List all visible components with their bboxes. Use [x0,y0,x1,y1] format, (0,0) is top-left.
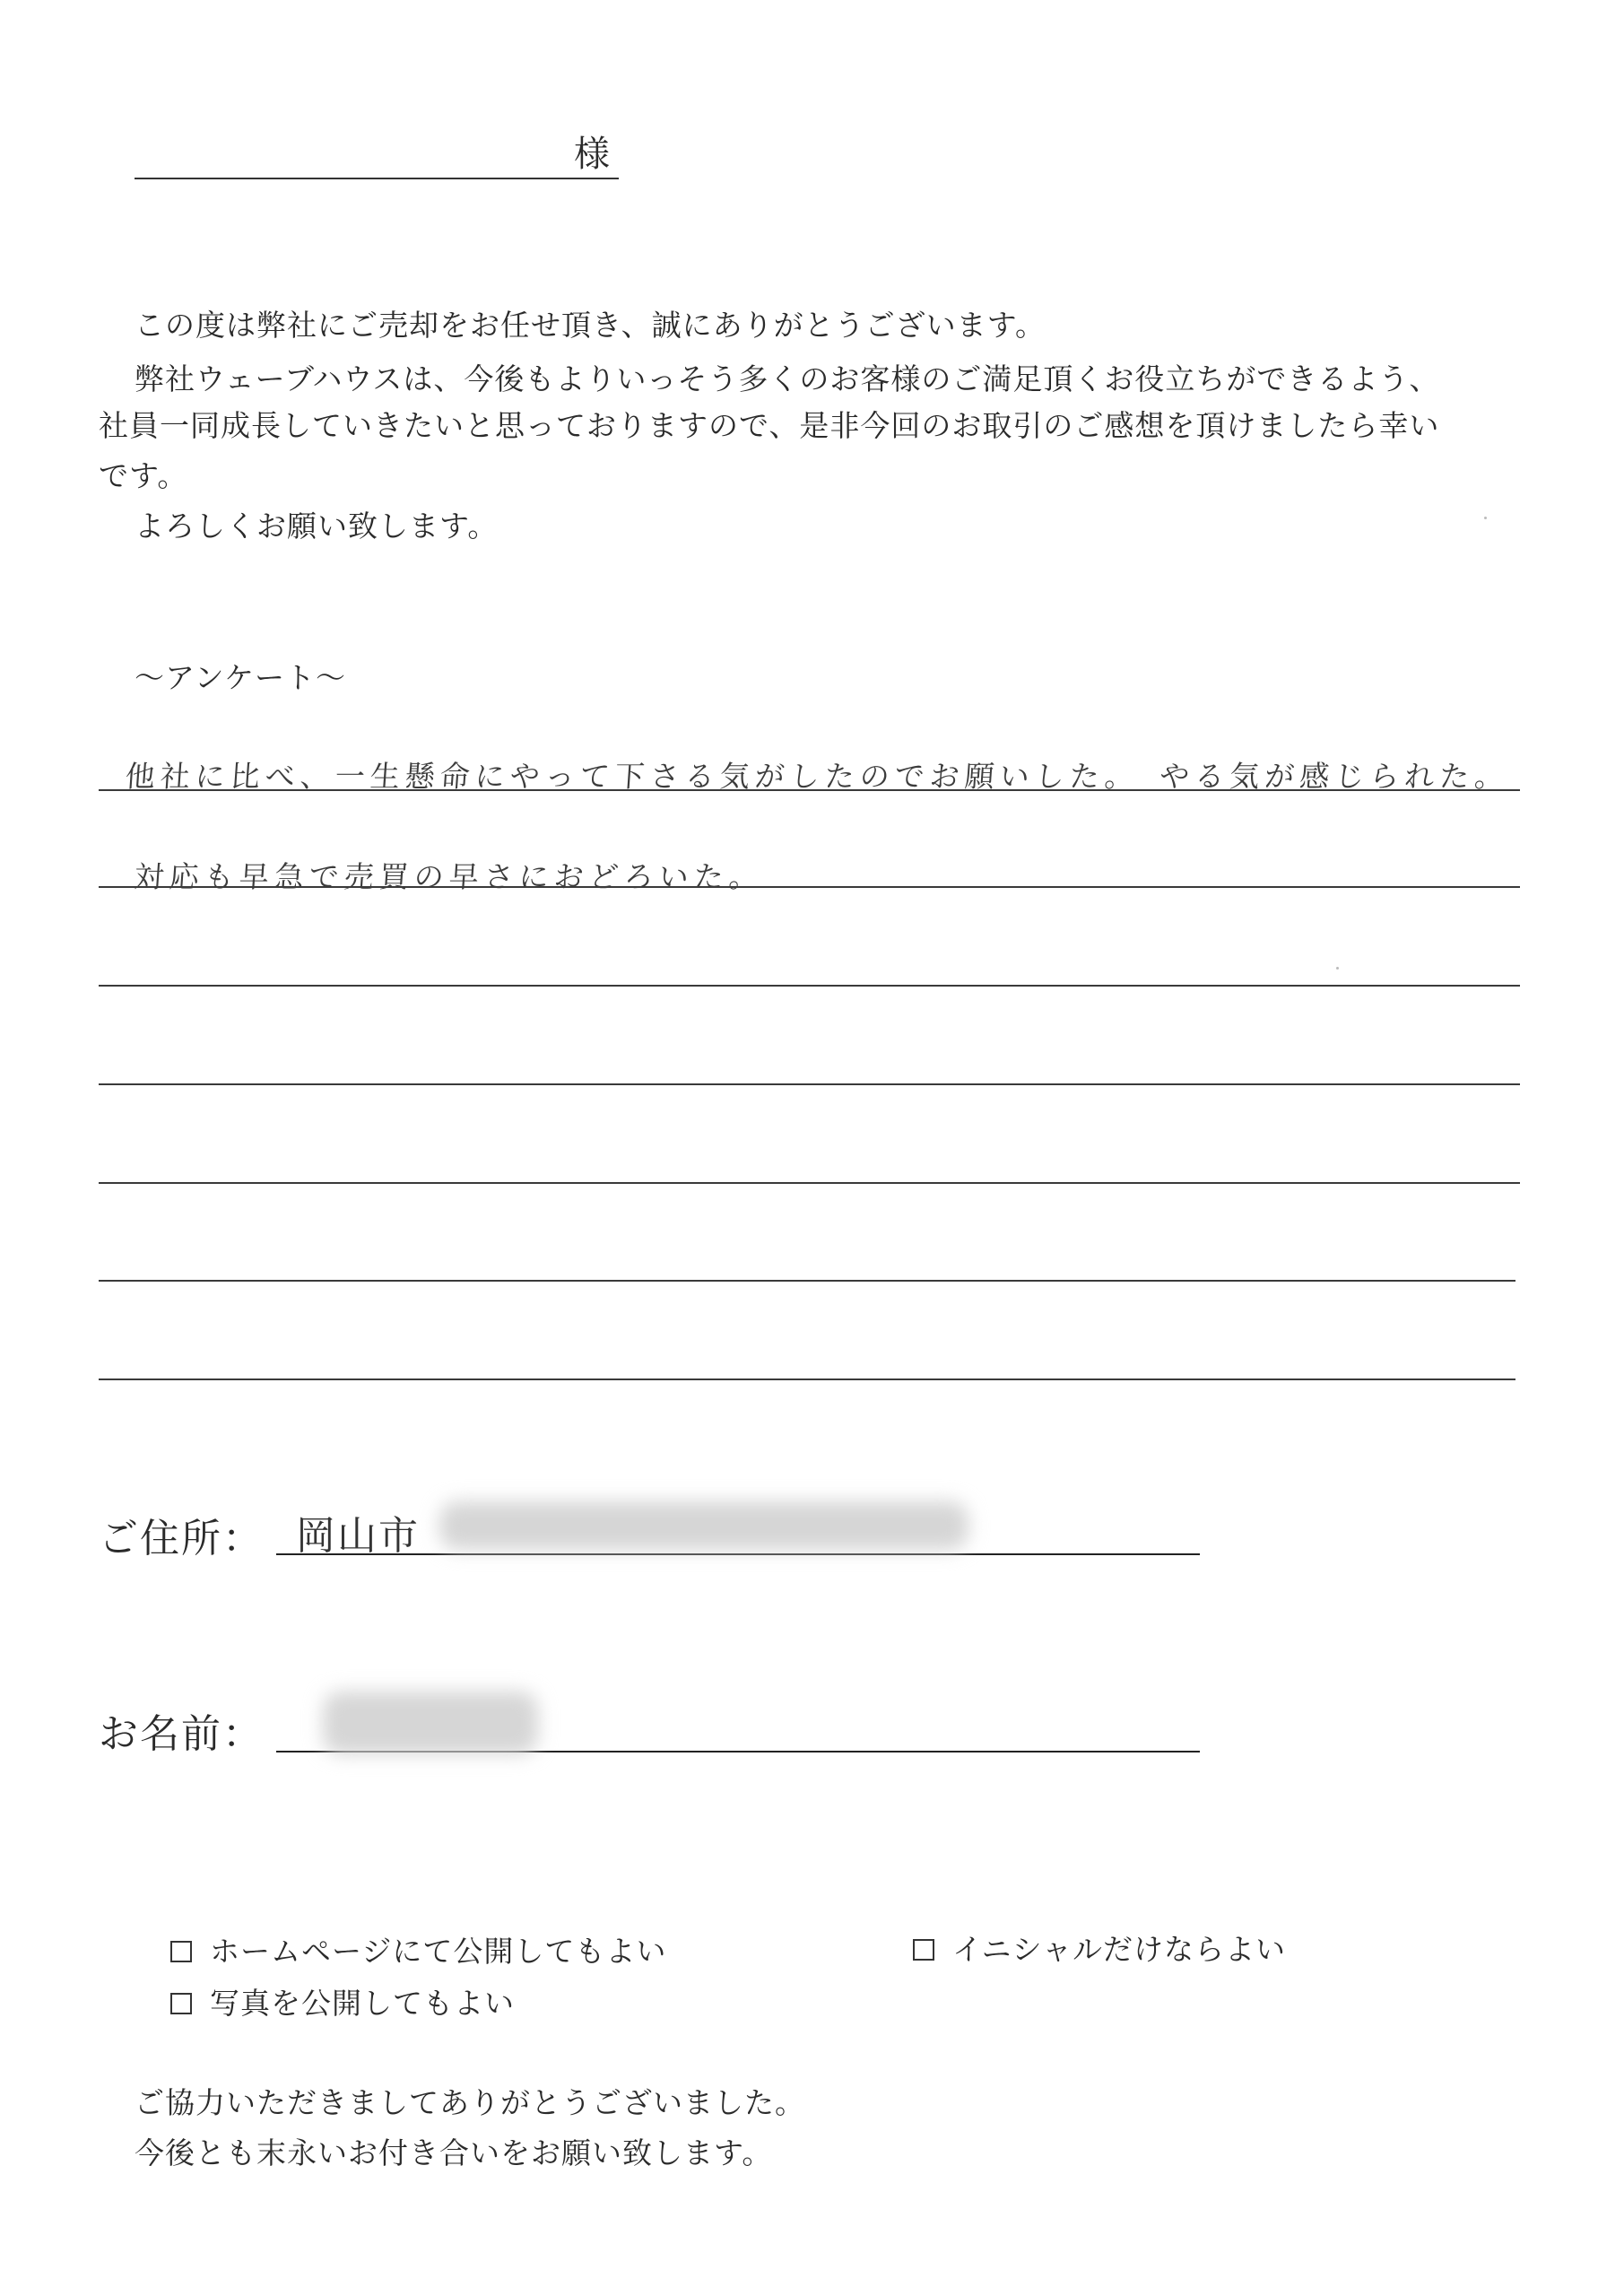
consent-initials-label: イニシャルだけならよい [952,1932,1287,1967]
address-redaction [439,1501,968,1550]
consent-initials-checkbox[interactable] [913,1939,934,1961]
survey-rule-7 [99,1378,1515,1380]
survey-rule-5 [99,1182,1520,1184]
intro-line-5: よろしくお願い致します。 [135,509,499,544]
consent-homepage-option[interactable] [170,1932,666,1971]
consent-initials-option[interactable] [913,1930,1286,1970]
address-label: ご住所： [99,1516,264,1561]
survey-response-2: 対応も早急で売買の早さにおどろいた。 [133,859,766,894]
intro-line-4: です。 [99,458,188,493]
consent-photo-label: 写真を公開してもよい [210,1986,515,2021]
consent-photo-option[interactable] [170,1984,515,2023]
address-handwritten-value: 岡山市 [296,1513,420,1559]
scan-speck [1484,517,1487,519]
closing-line-1: ご協力いただきましてありがとうございました。 [135,2085,805,2120]
intro-line-2: 弊社ウェーブハウスは、今後もよりいっそう多くのお客様のご満足頂くお役立ちができるよう、 [135,361,1440,396]
name-redaction [323,1692,538,1754]
scan-speck [1336,967,1339,970]
survey-rule-4 [99,1083,1520,1085]
survey-response-1: 他社に比べ、一生懸命にやって下さる気がしたのでお願いした。 やる気が感じられた。 [124,759,1511,794]
addressee-name-line [135,178,619,179]
addressee-honorific: 様 [574,134,610,175]
name-label: お名前： [99,1711,264,1757]
closing-line-2: 今後とも末永いお付き合いをお願い致します。 [135,2135,773,2170]
survey-rule-3 [99,985,1520,987]
consent-homepage-checkbox[interactable] [170,1941,192,1962]
intro-line-3: 社員一同成長していきたいと思っておりますので、是非今回のお取引のご感想を頂けましたら幸い [99,408,1440,443]
intro-line-1: この度は弊社にご売却をお任せ頂き、誠にありがとうございます。 [135,308,1046,343]
survey-rule-2 [99,886,1520,888]
consent-homepage-label: ホームページにて公開してもよい [210,1934,667,1969]
survey-heading: ～アンケート～ [135,660,347,695]
survey-rule-1 [99,789,1520,791]
survey-rule-6 [99,1280,1515,1282]
consent-photo-checkbox[interactable] [170,1993,192,2014]
